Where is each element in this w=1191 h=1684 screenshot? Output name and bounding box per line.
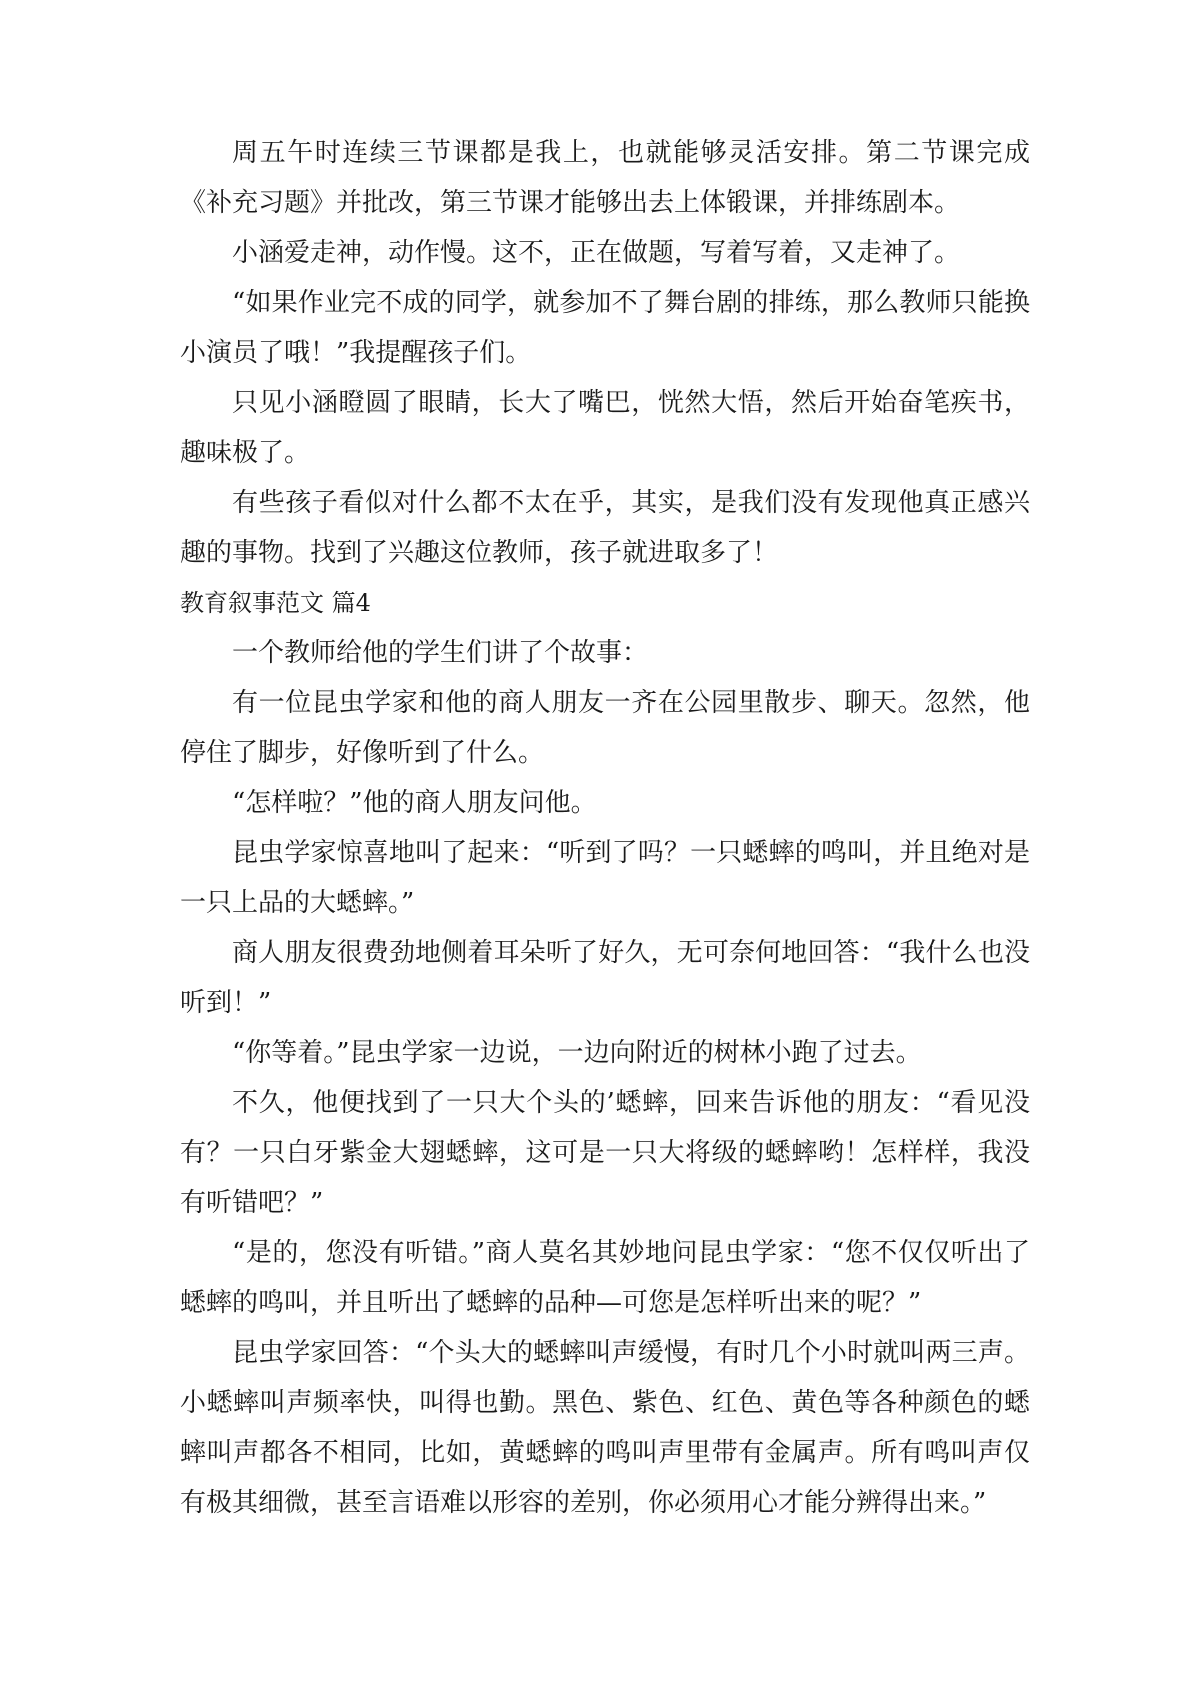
paragraph: 有一位昆虫学家和他的商人朋友一齐在公园里散步、聊天。忽然，他停住了脚步，好像听到了什么。 [180, 688, 1030, 768]
paragraph: 有些孩子看似对什么都不太在乎，其实，是我们没有发现他真正感兴趣的事物。找到了兴趣这位教师，孩子就进取多了！ [180, 488, 1030, 568]
paragraph: “怎样啦？”他的商人朋友问他。 [232, 788, 597, 818]
paragraph: “是的，您没有听错。”商人莫名其妙地问昆虫学家：“您不仅仅听出了蟋蟀的鸣叫，并且听出了蟋蟀的品种—可您是怎样听出来的呢？” [180, 1238, 1030, 1318]
paragraph: 商人朋友很费劲地侧着耳朵听了好久，无可奈何地回答：“我什么也没听到！” [180, 938, 1030, 1018]
paragraph: 一个教师给他的学生们讲了个故事： [232, 638, 649, 668]
document-page [180, 128, 1030, 1528]
section-heading: 教育叙事范文 篇4 [180, 589, 371, 617]
paragraph: “如果作业完不成的同学，就参加不了舞台剧的排练，那么教师只能换小演员了哦！”我提醒孩子们。 [180, 288, 1030, 368]
paragraph: 昆虫学家惊喜地叫了起来：“听到了吗？一只蟋蟀的鸣叫，并且绝对是一只上品的大蟋蟀。” [180, 838, 1030, 918]
paragraph: “你等着。”昆虫学家一边说，一边向附近的树林小跑了过去。 [232, 1038, 922, 1068]
paragraph: 小涵爱走神，动作慢。这不，正在做题，写着写着，又走神了。 [232, 238, 961, 268]
paragraph: 周五午时连续三节课都是我上，也就能够灵活安排。第二节课完成《补充习题》并批改，第三节课才能够出去上体锻课，并排练剧本。 [180, 138, 1030, 218]
paragraph: 不久，他便找到了一只大个头的’蟋蟀，回来告诉他的朋友：“看见没有？一只白牙紫金大翅蟋蟀，这可是一只大将级的蟋蟀哟！怎样样，我没有听错吧？” [180, 1088, 1030, 1218]
paragraph: 昆虫学家回答：“个头大的蟋蟀叫声缓慢，有时几个小时就叫两三声。小蟋蟀叫声频率快，叫得也勤。黑色、紫色、红色、黄色等各种颜色的蟋蟀叫声都各不相同，比如，黄蟋蟀的鸣叫声里带有金属声。所有鸣叫声仅有极其细微，甚至言语难以形容的差别，你必须用心才能分辨得出来。” [180, 1338, 1030, 1518]
paragraph: 只见小涵瞪圆了眼睛，长大了嘴巴，恍然大悟，然后开始奋笔疾书，趣味极了。 [180, 388, 1030, 468]
